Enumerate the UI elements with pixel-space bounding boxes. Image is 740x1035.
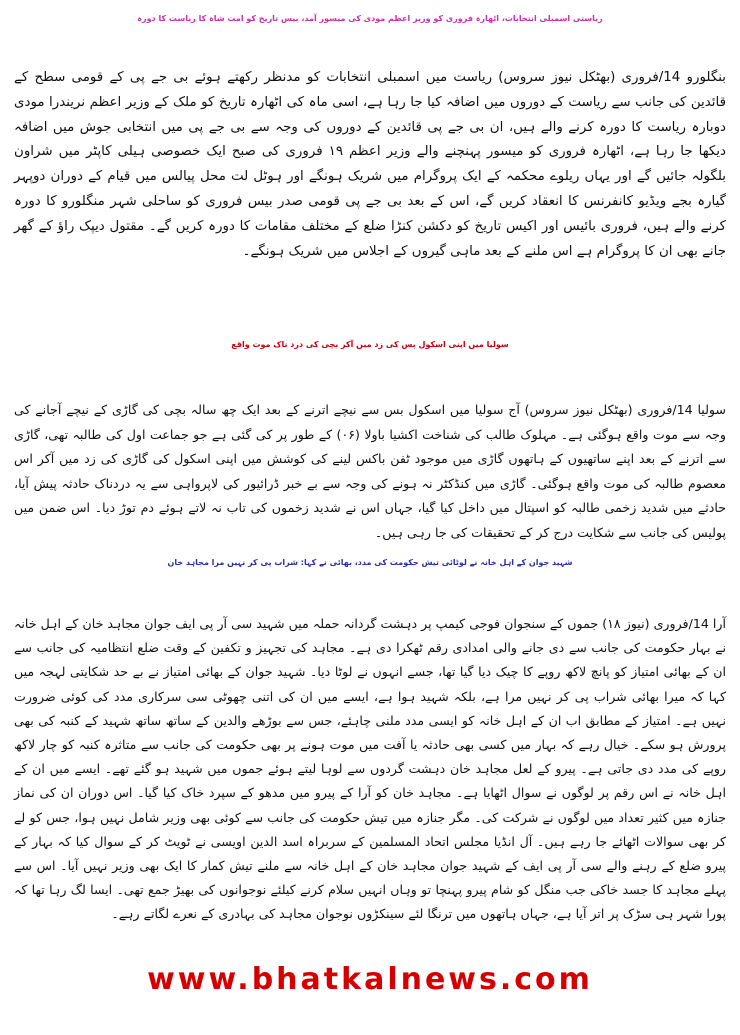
- article3-body: آرا 14/فروری (نیوز ۱۸) جموں کے سنجوان فوجی کیمپ پر دہشت گردانہ حملہ میں شہید سی آر پی ایف جوان مجاہد خان کے اہل خانہ نے بہار حکومت کی جانب سے دی جانے والی امدادی رقم ٹھکرا دی ہے۔ مجاہد کی تجہیز و تکفین کے وقت ضلع انتظامیہ کی جانب سے ان کے بھائی امتیاز کو پانچ لاکھ روپے کا چیک دیا گیا تھا، جسے انہوں نے لوٹا دیا۔ شہید جوان کے بھائی امتیاز نے بے حد شکایتی لہجہ میں کہا کہ میرا بھائی شراب پی کر نہیں مرا ہے، بلکہ شہید ہوا ہے، ایسے میں ان کی اتنی چھوٹی سی سرکاری مدد کی کوئی ضرورت نہیں ہے۔ امتیاز کے مطابق اب ان کے اہل خانہ کو ایسی مدد ملنی چاہئے، جس سے بوڑھے والدین کے ساتھ ساتھ شہید کے کنبہ کی بھی پرورش ہو سکے۔ خیال رہے کہ بہار میں کسی بھی حادثہ یا آفت میں موت ہونے پر بھی حکومت کی جانب سے متاثرہ کنبہ کو چار لاکھ روپے کی مدد دی جاتی ہے۔ پیرو کے لعل مجاہد خان دہشت گردوں سے لوہا لیتے ہوئے جموں میں شہید ہو گئے تھے۔ ایسے میں ان کے اہل خانہ نے اس رقم پر لوگوں نے سوال اٹھایا ہے۔ مجاہد خان کو آرا کے پیرو میں مدھو کے سپرد خاک کیا گیا۔ اس دوران ان کی نماز جنازہ میں کثیر تعداد میں لوگوں نے شرکت کی۔ مگر جنازہ میں تیش حکومت کی جانب سے کوئی بھی وزیر شامل نہیں ہوا، جس کو لے کر بھی سوالات اٹھائے جا رہے ہیں۔ آل انڈیا مجلس اتحاد المسلمین کے سربراہ اسد الدین اویسی نے ٹویٹ کر کے سوال کیا کہ بہار کے پیرو ضلع کے رہنے والے سی آر پی ایف کے شہید جوان مجاہد خان کے اہل خانہ سے ملنے تیش کمار کا ایک بھی وزیر نہیں آیا۔ اس سے پہلے مجاہد کا جسد خاکی جب منگل کو شام پیرو پہنچا تو وہاں انہیں سلام کرنے کیلئے نوجوانوں کی بھیڑ جمع تھی۔ ایسا لگ رہا تھا کہ پورا شہر ہی سڑک پر اتر آیا ہے، جہاں ہاتھوں میں ترنگا لئے سینکڑوں نوجوان مجاہد کی بہادری کے نعرے لگاتے رہے۔: [14, 616, 726, 922]
- article2-body: سولیا 14/فروری (بھٹکل نیوز سروس) آج سولیا میں اسکول بس سے نیچے اترنے کے بعد ایک چھ سالہ بچی کی گاڑی کے نیچے آجانے کی وجہ سے موت واقع ہوگئی ہے۔ مہلوک طالب کی شناخت اکشیا باولا (۰۶) کے طور پر کی گئی ہے جو جماعت اول کی طالبہ تھی، گاڑی سے اترنے کے بعد اپنے ساتھیوں کے ہاتھوں گاڑی میں موجود ٹفن باکس لینے کی کوشش میں اپنی اسکول کی گاڑی کی زد میں آکر اس معصوم طالبہ کی موت واقع ہوگئی۔ گاڑی میں کنڈکٹر نہ ہونے کی وجہ سے بے خبر ڈرائیور کی لاپرواہی سے یہ دردناک حادثہ پیش آیا، حادثے میں شدید زخمی طالبہ کو اسپتال میں داخل کیا گیا، جہاں اس نے شدید زخموں کی تاب نہ لاتے ہوئے دم توڑ دیا۔ اس ضمن میں پولیس کی جانب سے شکایت درج کر کے تحقیقات کی جا رہی ہیں۔: [14, 402, 727, 540]
- article1-headline: ریاستی اسمبلی انتخابات، اٹھارہ فروری کو وزیر اعظم مودی کی میسور آمد، بیس تاریخ کو امت شاہ کا ریاست کا دورہ: [137, 14, 603, 23]
- article1-body: بنگلورو 14/فروری (بھٹکل نیوز سروس) ریاست میں اسمبلی انتخابات کو مدنظر رکھتے ہوئے بی جے پی کے قومی سطح کے قائدین کی جانب سے ریاست کے دوروں میں اضافہ کیا جا رہا ہے، اسی ماہ کی اٹھارہ تاریخ کو ملک کے وزیر اعظم نریندرا مودی دوبارہ ریاست کا دورہ کرنے والے ہیں، ان بی جے پی قائدین کے دوروں کی وجہ سے بی جے پی میں انتخابی جوش میں اضافہ دیکھا جا رہا ہے، اٹھارہ فروری کو میسور پہنچنے والے وزیر اعظم ۱۹ فروری کی صبح ایک خصوصی ہیلی کاپٹر میں شراون بلگولہ جائیں گے اور یہاں ریلوے محکمہ کے ایک پروگرام میں شریک ہونگے اور ہوٹل لت محل پیالس میں قیام کے دوران دوپہر گیارہ بجے ویڈیو کانفرنس کا انعقاد کریں گے، اس کے بعد بی جے پی قومی صدر بیس فروری کو ساحلی شہر منگلورو کا دورہ کرنے والے ہیں، فروری بائیس اور اکیس تاریخ کو دکشن کنڑا ضلع کے مختلف مقامات کا دورہ کریں گے۔ مقتول دیپک راؤ کے گھر جانے بھی ان کا پروگرام ہے اس ملنے کے بعد ماہی گیروں کے اجلاس میں شریک ہونگے۔: [14, 70, 727, 259]
- article3-headline: شہید جوان کے اہل خانہ نے لوٹائی تیش حکومت کی مدد، بھائی نے کہا: شراب پی کر نہیں مرا مجاہد خان: [167, 558, 573, 567]
- website-url-footer: www.bhatkalnews.com: [147, 962, 593, 997]
- article2-headline: سولیا میں اپنی اسکول بس کی زد میں آکر بچی کی درد ناک موت واقع: [231, 340, 509, 349]
